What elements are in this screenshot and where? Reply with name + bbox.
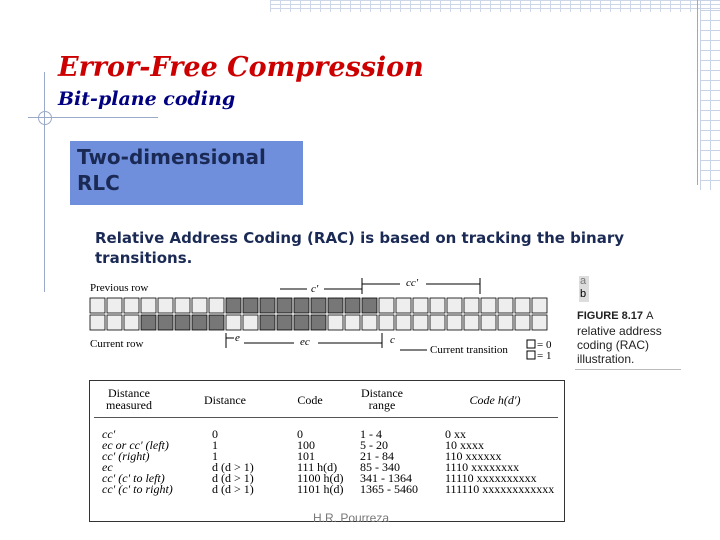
- current-row-pixel: [260, 315, 275, 330]
- rac-code-table: [89, 380, 565, 522]
- table-cell: 101: [297, 449, 315, 463]
- current-row-pixel: [226, 315, 241, 330]
- caption-figure-number: FIGURE 8.17: [577, 310, 644, 322]
- current-row-pixel: [379, 315, 394, 330]
- previous-row-pixel: [243, 298, 258, 313]
- table-cell: d (d > 1): [212, 460, 254, 474]
- table-cell: 0: [212, 427, 218, 441]
- footer-author: H.R. Pourreza: [313, 511, 390, 525]
- e-label: e: [235, 332, 240, 344]
- current-row-pixel: [175, 315, 190, 330]
- caption-line4: illustration.: [577, 352, 635, 366]
- table-cell: cc' (c' to left): [102, 471, 165, 485]
- topic-box-line1: Two-dimensional: [77, 145, 266, 169]
- table-cell: 341 - 1364: [360, 471, 412, 485]
- current-row-pixel: [396, 315, 411, 330]
- legend-one-square: [527, 351, 535, 359]
- header-distance: Distance: [204, 393, 246, 407]
- current-row-pixel: [430, 315, 445, 330]
- previous-row-pixel: [90, 298, 105, 313]
- current-row-pixel: [311, 315, 326, 330]
- previous-row-pixel: [209, 298, 224, 313]
- table-cell: 1: [212, 438, 218, 452]
- rac-illustration: [82, 270, 572, 370]
- decorative-vertical-line: [44, 72, 45, 292]
- current-row-pixel: [464, 315, 479, 330]
- topic-box-line2: RLC: [77, 171, 120, 195]
- previous-row-pixel: [379, 298, 394, 313]
- c-label: c: [390, 334, 395, 346]
- current-row-pixel: [328, 315, 343, 330]
- previous-row-pixel: [141, 298, 156, 313]
- table-cell: 1 - 4: [360, 427, 382, 441]
- table-cell: cc' (c' to right): [102, 482, 173, 496]
- previous-row-pixel: [328, 298, 343, 313]
- table-cell: 21 - 84: [360, 449, 394, 463]
- table-cell: 100: [297, 438, 315, 452]
- table-cell: 110 xxxxxx: [445, 449, 502, 463]
- header-rule: [94, 417, 558, 418]
- current-row-pixel: [277, 315, 292, 330]
- previous-row-pixel: [158, 298, 173, 313]
- table-cell: 1: [212, 449, 218, 463]
- previous-row-pixel: [430, 298, 445, 313]
- current-row-pixel: [532, 315, 547, 330]
- table-cell: cc' (right): [102, 449, 150, 463]
- header-distance-range: Distance range: [361, 386, 403, 412]
- current-row-pixel: [124, 315, 139, 330]
- current-row-pixel: [498, 315, 513, 330]
- legend-one-label: = 1: [537, 350, 552, 362]
- caption-a-ref: A: [646, 310, 654, 322]
- cc-prime-label: cc': [406, 277, 419, 289]
- table-cell: ec or cc' (left): [102, 438, 169, 452]
- header-code: Code: [297, 393, 323, 407]
- current-row-pixel: [158, 315, 173, 330]
- previous-row-pixel: [175, 298, 190, 313]
- topic-box: [70, 141, 303, 205]
- caption-a-letter: a: [580, 275, 587, 287]
- previous-row-pixel: [515, 298, 530, 313]
- table-cell: 5 - 20: [360, 438, 388, 452]
- slide-title: Error-Free Compression: [58, 52, 424, 83]
- ec-label: ec: [300, 336, 310, 348]
- caption-title: [577, 310, 653, 322]
- previous-row-pixel: [192, 298, 207, 313]
- table-cell: 111 h(d): [297, 460, 338, 474]
- legend-zero-square: [527, 340, 535, 348]
- table-cell: 10 xxxx: [445, 438, 484, 452]
- table-cell: 1365 - 5460: [360, 482, 418, 496]
- previous-row-pixel: [498, 298, 513, 313]
- previous-row-pixel: [413, 298, 428, 313]
- current-row-label: Current row: [90, 338, 144, 350]
- slide-subtitle: Bit-plane coding: [58, 88, 236, 110]
- previous-row-pixel: [294, 298, 309, 313]
- previous-row-pixel: [447, 298, 462, 313]
- caption-line3: coding (RAC): [577, 338, 650, 352]
- current-transition-label: Current transition: [430, 344, 508, 356]
- current-row-pixel: [90, 315, 105, 330]
- table-cell: d (d > 1): [212, 471, 254, 485]
- table-cell: 0 xx: [445, 427, 466, 441]
- previous-row-pixel: [481, 298, 496, 313]
- current-row-pixel: [515, 315, 530, 330]
- header-code-h: Code h(d'): [469, 393, 521, 407]
- current-row-pixel: [447, 315, 462, 330]
- current-row-pixel: [209, 315, 224, 330]
- table-cell: 85 - 340: [360, 460, 400, 474]
- current-row-pixel: [481, 315, 496, 330]
- caption-line2: relative address: [577, 324, 662, 338]
- pixel-rows: [90, 298, 547, 330]
- current-row-pixel: [294, 315, 309, 330]
- current-row-pixel: [362, 315, 377, 330]
- decorative-circle: [38, 111, 52, 125]
- table-cell: 11110 xxxxxxxxxx: [445, 471, 537, 485]
- legend-zero-label: = 0: [537, 339, 552, 351]
- figure-caption: [577, 276, 685, 370]
- current-row-pixel: [107, 315, 122, 330]
- previous-row-pixel: [345, 298, 360, 313]
- decorative-vertical-line-right: [697, 0, 698, 185]
- current-row-pixel: [243, 315, 258, 330]
- previous-row-pixel: [226, 298, 241, 313]
- current-row-pixel: [141, 315, 156, 330]
- table-cell: 111110 xxxxxxxxxxxx: [445, 482, 555, 496]
- decorative-grid: [270, 0, 720, 12]
- c-prime-label: c': [311, 283, 319, 295]
- table-cell: 0: [297, 427, 303, 441]
- current-row-pixel: [192, 315, 207, 330]
- caption-b-letter: b: [580, 288, 587, 300]
- description-text: Relative Address Coding (RAC) is based on tracking the binary transitions.: [95, 229, 624, 267]
- decorative-grid-right: [700, 0, 720, 190]
- previous-row-pixel: [362, 298, 377, 313]
- header-distance-measured: Distance measured: [106, 386, 152, 412]
- table-cell: 1101 h(d): [297, 482, 344, 496]
- previous-row-pixel: [532, 298, 547, 313]
- current-row-pixel: [413, 315, 428, 330]
- caption-rule: [575, 369, 681, 370]
- previous-row-label: Previous row: [90, 282, 149, 294]
- table-cell: 1100 h(d): [297, 471, 344, 485]
- previous-row-pixel: [277, 298, 292, 313]
- previous-row-pixel: [124, 298, 139, 313]
- topic-box-label: [77, 144, 266, 196]
- previous-row-pixel: [107, 298, 122, 313]
- previous-row-pixel: [396, 298, 411, 313]
- current-row-pixel: [345, 315, 360, 330]
- table-cell: ec: [102, 460, 113, 474]
- table-cell: cc': [102, 427, 116, 441]
- previous-row-pixel: [260, 298, 275, 313]
- previous-row-pixel: [311, 298, 326, 313]
- table-cell: 1110 xxxxxxxx: [445, 460, 520, 474]
- table-cell: d (d > 1): [212, 482, 254, 496]
- previous-row-pixel: [464, 298, 479, 313]
